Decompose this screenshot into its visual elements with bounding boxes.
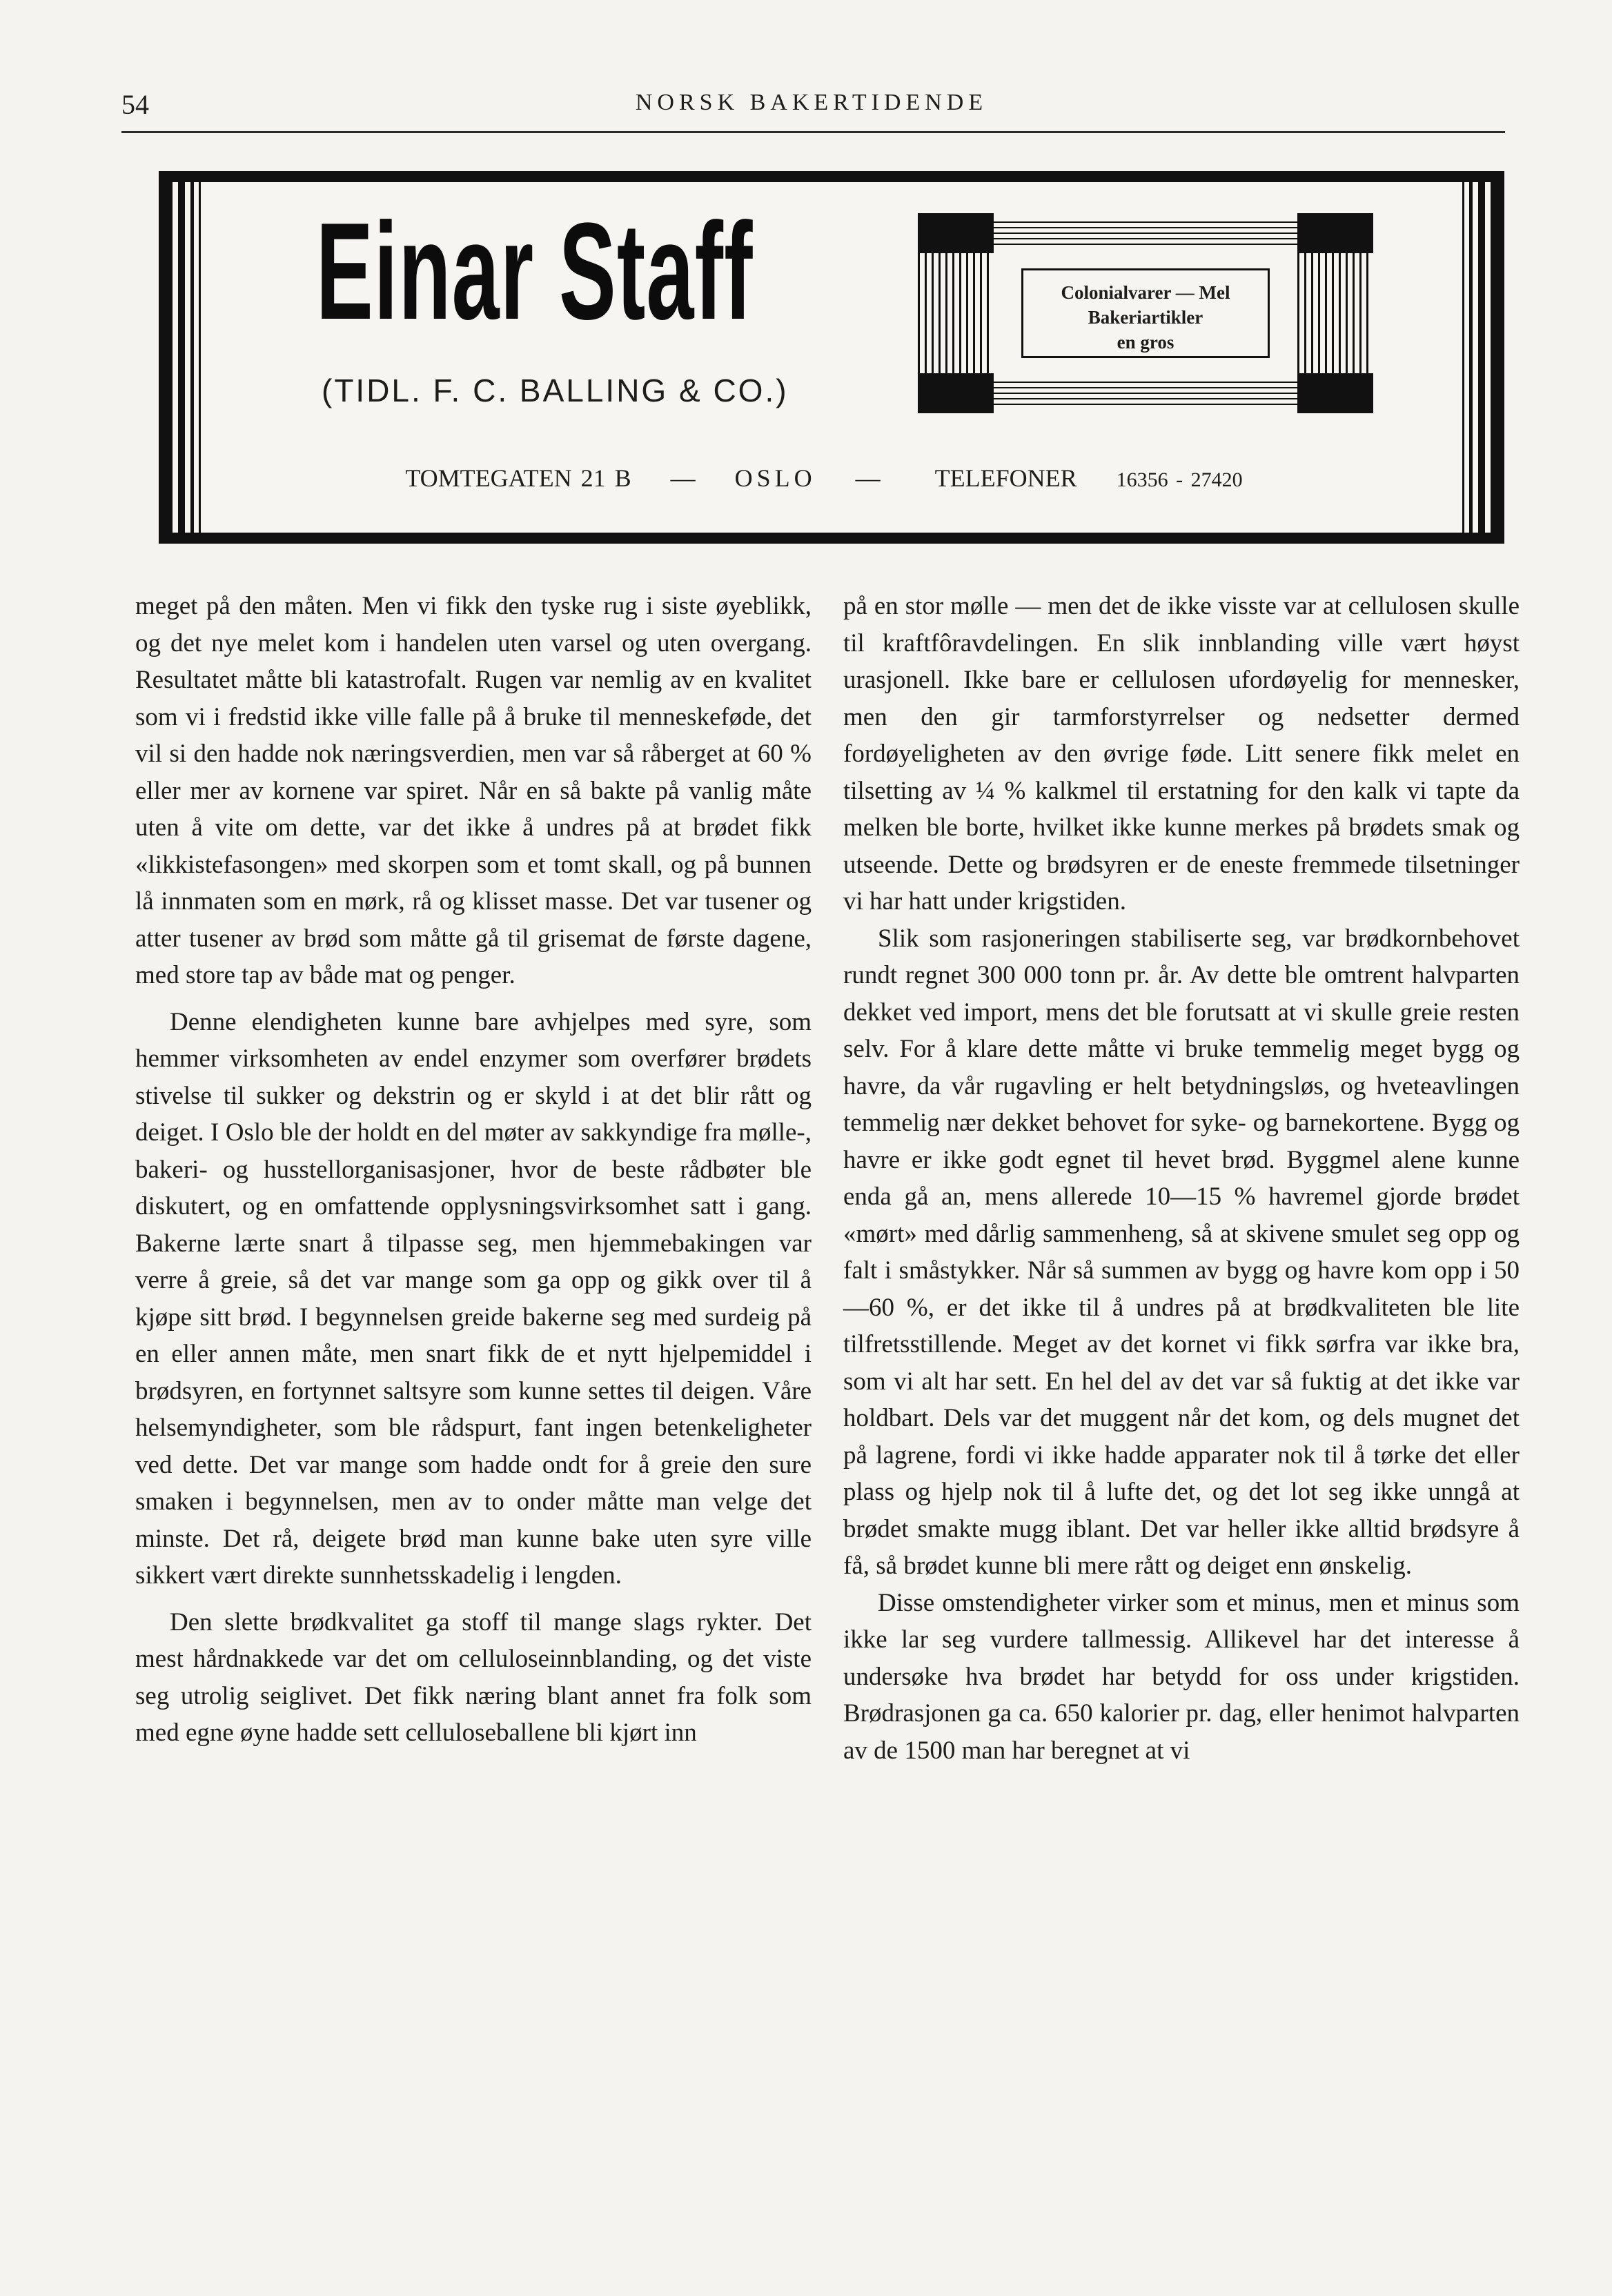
ad-address-line: [159, 464, 1504, 493]
ad-product-box: [918, 213, 1373, 413]
ad-street: TOMTEGATEN 21 B: [405, 464, 631, 492]
ad-box-text: [1021, 268, 1270, 358]
paragraph: Denne elendigheten kunne bare avhjelpes med syre, som hemmer virksomheten av endel enzymer som overfører brødets stivelse til sukker og dekstrin og er skyld i at det blir rått og deiget. I Oslo ble der holdt en del møter av sakkyndige fra mølle-, bakeri- og husstellorganisasjoner, hvor de beste rådbøter ble diskutert, og en omfattende opplysningsvirksomhet satt i gang. Bakerne lærte snart å tilpasse seg, men hjemmebakingen var verre å greie, så det var mange som ga opp og gikk over til å kjøpe sitt brød. I begynnelsen greide bakerne seg med surdeig på en eller annen måte, men snart fikk de et nytt hjelpemiddel i brødsyren, en fortynnet saltsyre som kunne settes til deigen. Våre helsemyndigheter, som ble rådspurt, fant ingen betenkeligheter ved dette. Det var mange som hadde ondt for å greie den sure smaken i begynnelsen, men av to onder måtte man velge det minste. Det rå, deigete brød man kunne bake uten syre ville sikkert vært direkte sunnhetsskadelig i lengden.: [135, 1007, 812, 1590]
ad-company-name: Einar Staff: [316, 195, 754, 348]
ad-city: OSLO: [734, 464, 816, 492]
ad-phone-numbers: 16356 - 27420: [1116, 468, 1243, 491]
header-rule: [121, 131, 1505, 133]
paragraph: meget på den måten. Men vi fikk den tyske rug i siste øyeblikk, og det nye melet kom i handelen uten varsel og uten overgang. Resultatet måtte bli katastrofalt. Rugen var nemlig av en kvalitet som vi i fredstid ikke ville falle på å bruke til menneskeføde, det vil si den hadde nok næringsverdien, men var så råberget at 60 % eller mer av kornene var spiret. Når en så bakte på vanlig måte uten å vite om dette, var det ikke å undres på at brødet fikk «likkistefasongen» med skorpen som et tomt skall, og på bunnen lå innmaten som en mørk, rå og klisset masse. Det var tusener og atter tusener av brød som måtte gå til grisemat de første dagene, med store tap av både mat og penger.: [135, 592, 812, 989]
ad-box-line: en gros: [1117, 332, 1174, 353]
article-right-column: [843, 588, 1520, 1769]
ad-dash: —: [670, 464, 696, 492]
paragraph: Slik som rasjoneringen stabiliserte seg, var brødkornbehovet rundt regnet 300 000 tonn pr. år. Av dette ble omtrent halvparten dekket ved import, mens det ble forutsatt at vi skulle greie resten selv. For å klare dette måtte vi bruke temmelig meget bygg og havre, da vår rugavling er helt betydningsløs, og hveteavlingen temmelig nær dekket behovet for syke- og barnekortene. Bygg og havre er ikke godt egnet til hevet brød. Byggmel alene kunne enda gå an, mens allerede 10—15 % havremel gjorde brødet «mørt» med dårlig sammenheng, så at skivene smulet seg opp og falt i småstykker. Når så summen av bygg og havre kom opp i 50—60 %, er det ikke til å undres på at brødkvaliteten ble lite tilfretsstillende. Meget av det kornet vi fikk sørfra var ikke bra, som vi alt har sett. En hel del av det var så fuktig at det ikke var holdbart. Dels var det muggent når det kom, og dels mugnet det på lagrene, fordi vi ikke hadde apparater nok til å tørke det eller plass og hjelp nok til å lufte det, og det lot seg ikke unngå at brødet smakte mugg iblant. Det var heller ikke alltid brødsyre å få, så brødet kunne bli mere rått og deiget enn ønskelig.: [843, 924, 1520, 1580]
article-left-column: [135, 588, 812, 1752]
running-header: [121, 88, 1502, 130]
ad-former-name: (TIDL. F. C. BALLING & CO.): [322, 373, 789, 408]
paragraph: Disse omstendigheter virker som et minus, men et minus som ikke lar seg vurdere tallmessig. Allikevel har det interesse å undersøke hva brødet har betydd for oss under krigstiden. Brødrasjonen ga ca. 650 kalorier pr. dag, eller henimot halvparten av de 1500 man har beregnet at vi: [843, 1588, 1520, 1765]
ad-phone: [920, 464, 1258, 492]
paragraph: Den slette brødkvalitet ga stoff til mange slags rykter. Det mest hårdnakkede var det om celluloseinnblanding, og det viste seg utrolig seiglivet. Det fikk næring blant annet fra folk som med egne øyne hadde sett celluloseballene bli kjørt inn: [135, 1607, 812, 1747]
paragraph: på en stor mølle — men det de ikke visste var at cellulosen skulle til kraftfôravdelingen. En slik innblanding ville vært høyst urasjonell. Ikke bare er cellulosen ufordøyelig for mennesker, men den gir tarmforstyrrelser og nedsetter dermed fordøyeligheten av den øvrige føde. Litt senere fikk melet en tilsetting av ¼ % kalkmel til erstatning for den kalk vi tapte da melken ble borte, hvilket ikke kunne merkes på brødets smak og utseende. Dette og brødsyren er de eneste fremmede tilsetninger vi har hatt under krigstiden.: [843, 592, 1520, 916]
advertisement: [159, 171, 1504, 544]
page-number: 54: [121, 89, 149, 120]
ad-dash: —: [855, 464, 881, 492]
ad-phone-label: TELEFONER: [934, 464, 1077, 492]
ad-box-line: Colonialvarer — Mel: [1061, 282, 1230, 303]
ad-box-line: Bakeriartikler: [1088, 307, 1203, 328]
journal-title: NORSK BAKERTIDENDE: [635, 90, 988, 115]
